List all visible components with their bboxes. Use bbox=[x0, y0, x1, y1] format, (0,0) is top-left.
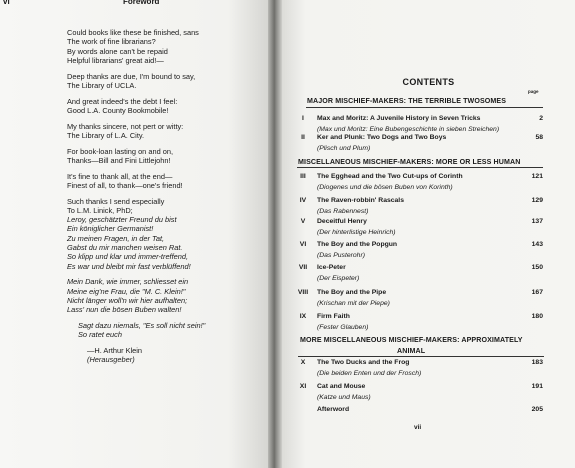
entry-page-number: 180 bbox=[531, 313, 543, 320]
entry-title: The Boy and the Popgun bbox=[317, 241, 398, 248]
entry-title: The Raven-robbin' Rascals bbox=[317, 197, 404, 204]
entry-page-number: 143 bbox=[531, 241, 543, 248]
entry-german-title: (Die beiden Enten und der Frosch) bbox=[317, 370, 422, 377]
entry-page-number: 58 bbox=[535, 134, 543, 141]
poem-line: It's fine to thank all, at the end— bbox=[67, 171, 173, 181]
entry-page-number: 137 bbox=[531, 218, 543, 225]
poem-line: Finest of all, to thank—one's friend! bbox=[67, 180, 183, 190]
entry-number: X bbox=[300, 359, 306, 366]
poem-stanza bbox=[67, 97, 265, 116]
poem-line: Such thanks I send especially bbox=[67, 196, 165, 206]
poem-line: So klipp und klar und immer-treffend, bbox=[67, 252, 189, 262]
book-gutter bbox=[268, 0, 282, 468]
entry-title: Ice-Peter bbox=[317, 264, 346, 271]
poem-line: Meine eig'ne Frau, die "M. C. Klein!" bbox=[67, 286, 186, 296]
foreword-poem bbox=[67, 28, 265, 371]
poem-line: And great indeed's the debt I feel: bbox=[67, 96, 178, 106]
entry-german-title: (Das Rabennest) bbox=[317, 208, 369, 215]
poem-line: Lass' nun die bösen Buben walten! bbox=[67, 305, 182, 315]
poem-line: For book-loan lasting on and on, bbox=[67, 146, 174, 156]
poem-line: Helpful librarians' great aid!— bbox=[67, 55, 164, 65]
entry-title: The Two Ducks and the Frog bbox=[317, 359, 410, 366]
entry-german-title: (Der hinterlistige Heinrich) bbox=[317, 229, 396, 236]
section-rule bbox=[306, 107, 543, 108]
entry-german-title: (Max und Moritz: Eine Bubengeschichte in sieben Streichen) bbox=[317, 126, 500, 133]
entry-german-title: (Diogenes und die bösen Buben von Korinth) bbox=[317, 184, 453, 191]
right-folio: vii bbox=[414, 424, 422, 431]
entry-number: VII bbox=[298, 264, 308, 271]
section-rule bbox=[297, 167, 543, 168]
page-column-label: page bbox=[528, 89, 539, 94]
left-page-header bbox=[0, 0, 268, 10]
poem-line: To L.M. Linick, PhD; bbox=[67, 205, 133, 215]
entry-german-title: (Der Eispeter) bbox=[317, 275, 360, 282]
entry-german-title: (Krischan mit der Piepe) bbox=[317, 300, 390, 307]
poem-line: Leroy, geschätzter Freund du bist bbox=[67, 215, 177, 225]
poem-line: My thanks sincere, not pert or witty: bbox=[67, 121, 184, 131]
entry-german-title: (Fester Glauben) bbox=[317, 324, 369, 331]
entry-number: II bbox=[301, 134, 305, 141]
poem-stanza bbox=[67, 147, 265, 166]
entry-page-number: 2 bbox=[539, 115, 543, 122]
entry-title: Firm Faith bbox=[317, 313, 350, 320]
section-heading-animal-line2: ANIMAL bbox=[397, 347, 426, 355]
entry-page-number: 183 bbox=[531, 359, 543, 366]
poem-stanza bbox=[67, 197, 265, 271]
poem-stanza bbox=[67, 28, 265, 65]
entry-number: III bbox=[300, 173, 306, 180]
contents-title: CONTENTS bbox=[402, 77, 455, 87]
poem-line: Mein Dank, wie immer, schliesset ein bbox=[67, 277, 189, 287]
section-heading-animal: MORE MISCELLANEOUS MISCHIEF-MAKERS: APPROXIMATELY bbox=[300, 336, 523, 344]
poem-stanza bbox=[67, 346, 265, 365]
poem-line: (Herausgeber) bbox=[87, 355, 135, 365]
entry-number: XI bbox=[299, 383, 307, 390]
poem-line: Ein königlicher Germanist! bbox=[67, 224, 154, 234]
entry-german-title: (Plisch und Plum) bbox=[317, 145, 371, 152]
section-heading-human: MISCELLANEOUS MISCHIEF-MAKERS: MORE OR LESS HUMAN bbox=[298, 158, 521, 166]
poem-line: Sagt dazu niemals, "Es soll nicht sein!" bbox=[78, 320, 206, 330]
poem-line: Es war und bleibt mir fast verblüffend! bbox=[67, 261, 191, 271]
entry-page-number: 121 bbox=[531, 173, 543, 180]
entry-title: Max and Moritz: A Juvenile History in Seven Tricks bbox=[317, 115, 481, 122]
entry-title: The Egghead and the Two Cut-ups of Corinth bbox=[317, 173, 463, 180]
left-folio: vi bbox=[3, 0, 10, 6]
poem-line: Thanks—Bill and Fini Littlejohn! bbox=[67, 155, 171, 165]
poem-line: —H. Arthur Klein bbox=[87, 345, 143, 355]
entry-number: I bbox=[302, 115, 304, 122]
poem-line: Deep thanks are due, I'm bound to say, bbox=[67, 71, 196, 81]
poem-stanza bbox=[67, 321, 265, 340]
entry-title: Cat and Mouse bbox=[317, 383, 366, 390]
entry-german-title: (Katze und Maus) bbox=[317, 394, 371, 401]
poem-line: So ratet euch bbox=[78, 330, 122, 340]
entry-number: IX bbox=[299, 313, 307, 320]
entry-title: Afterword bbox=[317, 406, 350, 413]
poem-line: Good L.A. County Bookmobile! bbox=[67, 105, 169, 115]
entry-title: The Boy and the Pipe bbox=[317, 289, 387, 296]
entry-number: IV bbox=[299, 197, 307, 204]
running-head: Foreword bbox=[123, 0, 160, 6]
entry-page-number: 129 bbox=[531, 197, 543, 204]
entry-page-number: 150 bbox=[531, 264, 543, 271]
entry-title: Ker and Plunk: Two Dogs and Two Boys bbox=[317, 134, 447, 141]
section-rule bbox=[298, 356, 544, 357]
entry-number: V bbox=[300, 218, 306, 225]
entry-german-title: (Das Pusterohr) bbox=[317, 252, 365, 259]
entry-page-number: 167 bbox=[531, 289, 543, 296]
poem-line: The Library of L.A. City. bbox=[67, 130, 145, 140]
poem-line: Could books like these be finished, sans bbox=[67, 28, 199, 37]
poem-line: Gabst du mir manchen weisen Rat. bbox=[67, 242, 183, 252]
poem-stanza bbox=[67, 72, 265, 91]
entry-page-number: 191 bbox=[531, 383, 543, 390]
poem-line: The work of fine librarians? bbox=[67, 37, 156, 47]
poem-stanza bbox=[67, 172, 265, 191]
entry-number: VI bbox=[299, 241, 307, 248]
poem-line: Zu meinen Fragen, in der Tat, bbox=[67, 233, 165, 243]
entry-number: VIII bbox=[297, 289, 309, 296]
poem-line: By words alone can't be repaid bbox=[67, 46, 168, 56]
poem-line: Nicht länger woll'n wir hier aufhalten; bbox=[67, 295, 188, 305]
left-page-foreword bbox=[0, 0, 268, 468]
entry-title: Deceitful Henry bbox=[317, 218, 367, 225]
poem-stanza bbox=[67, 277, 265, 314]
entry-page-number: 205 bbox=[531, 406, 543, 413]
poem-line: The Library of UCLA. bbox=[67, 80, 137, 90]
poem-stanza bbox=[67, 122, 265, 141]
section-heading-twosomes: MAJOR MISCHIEF-MAKERS: THE TERRIBLE TWOSOMES bbox=[307, 97, 507, 105]
